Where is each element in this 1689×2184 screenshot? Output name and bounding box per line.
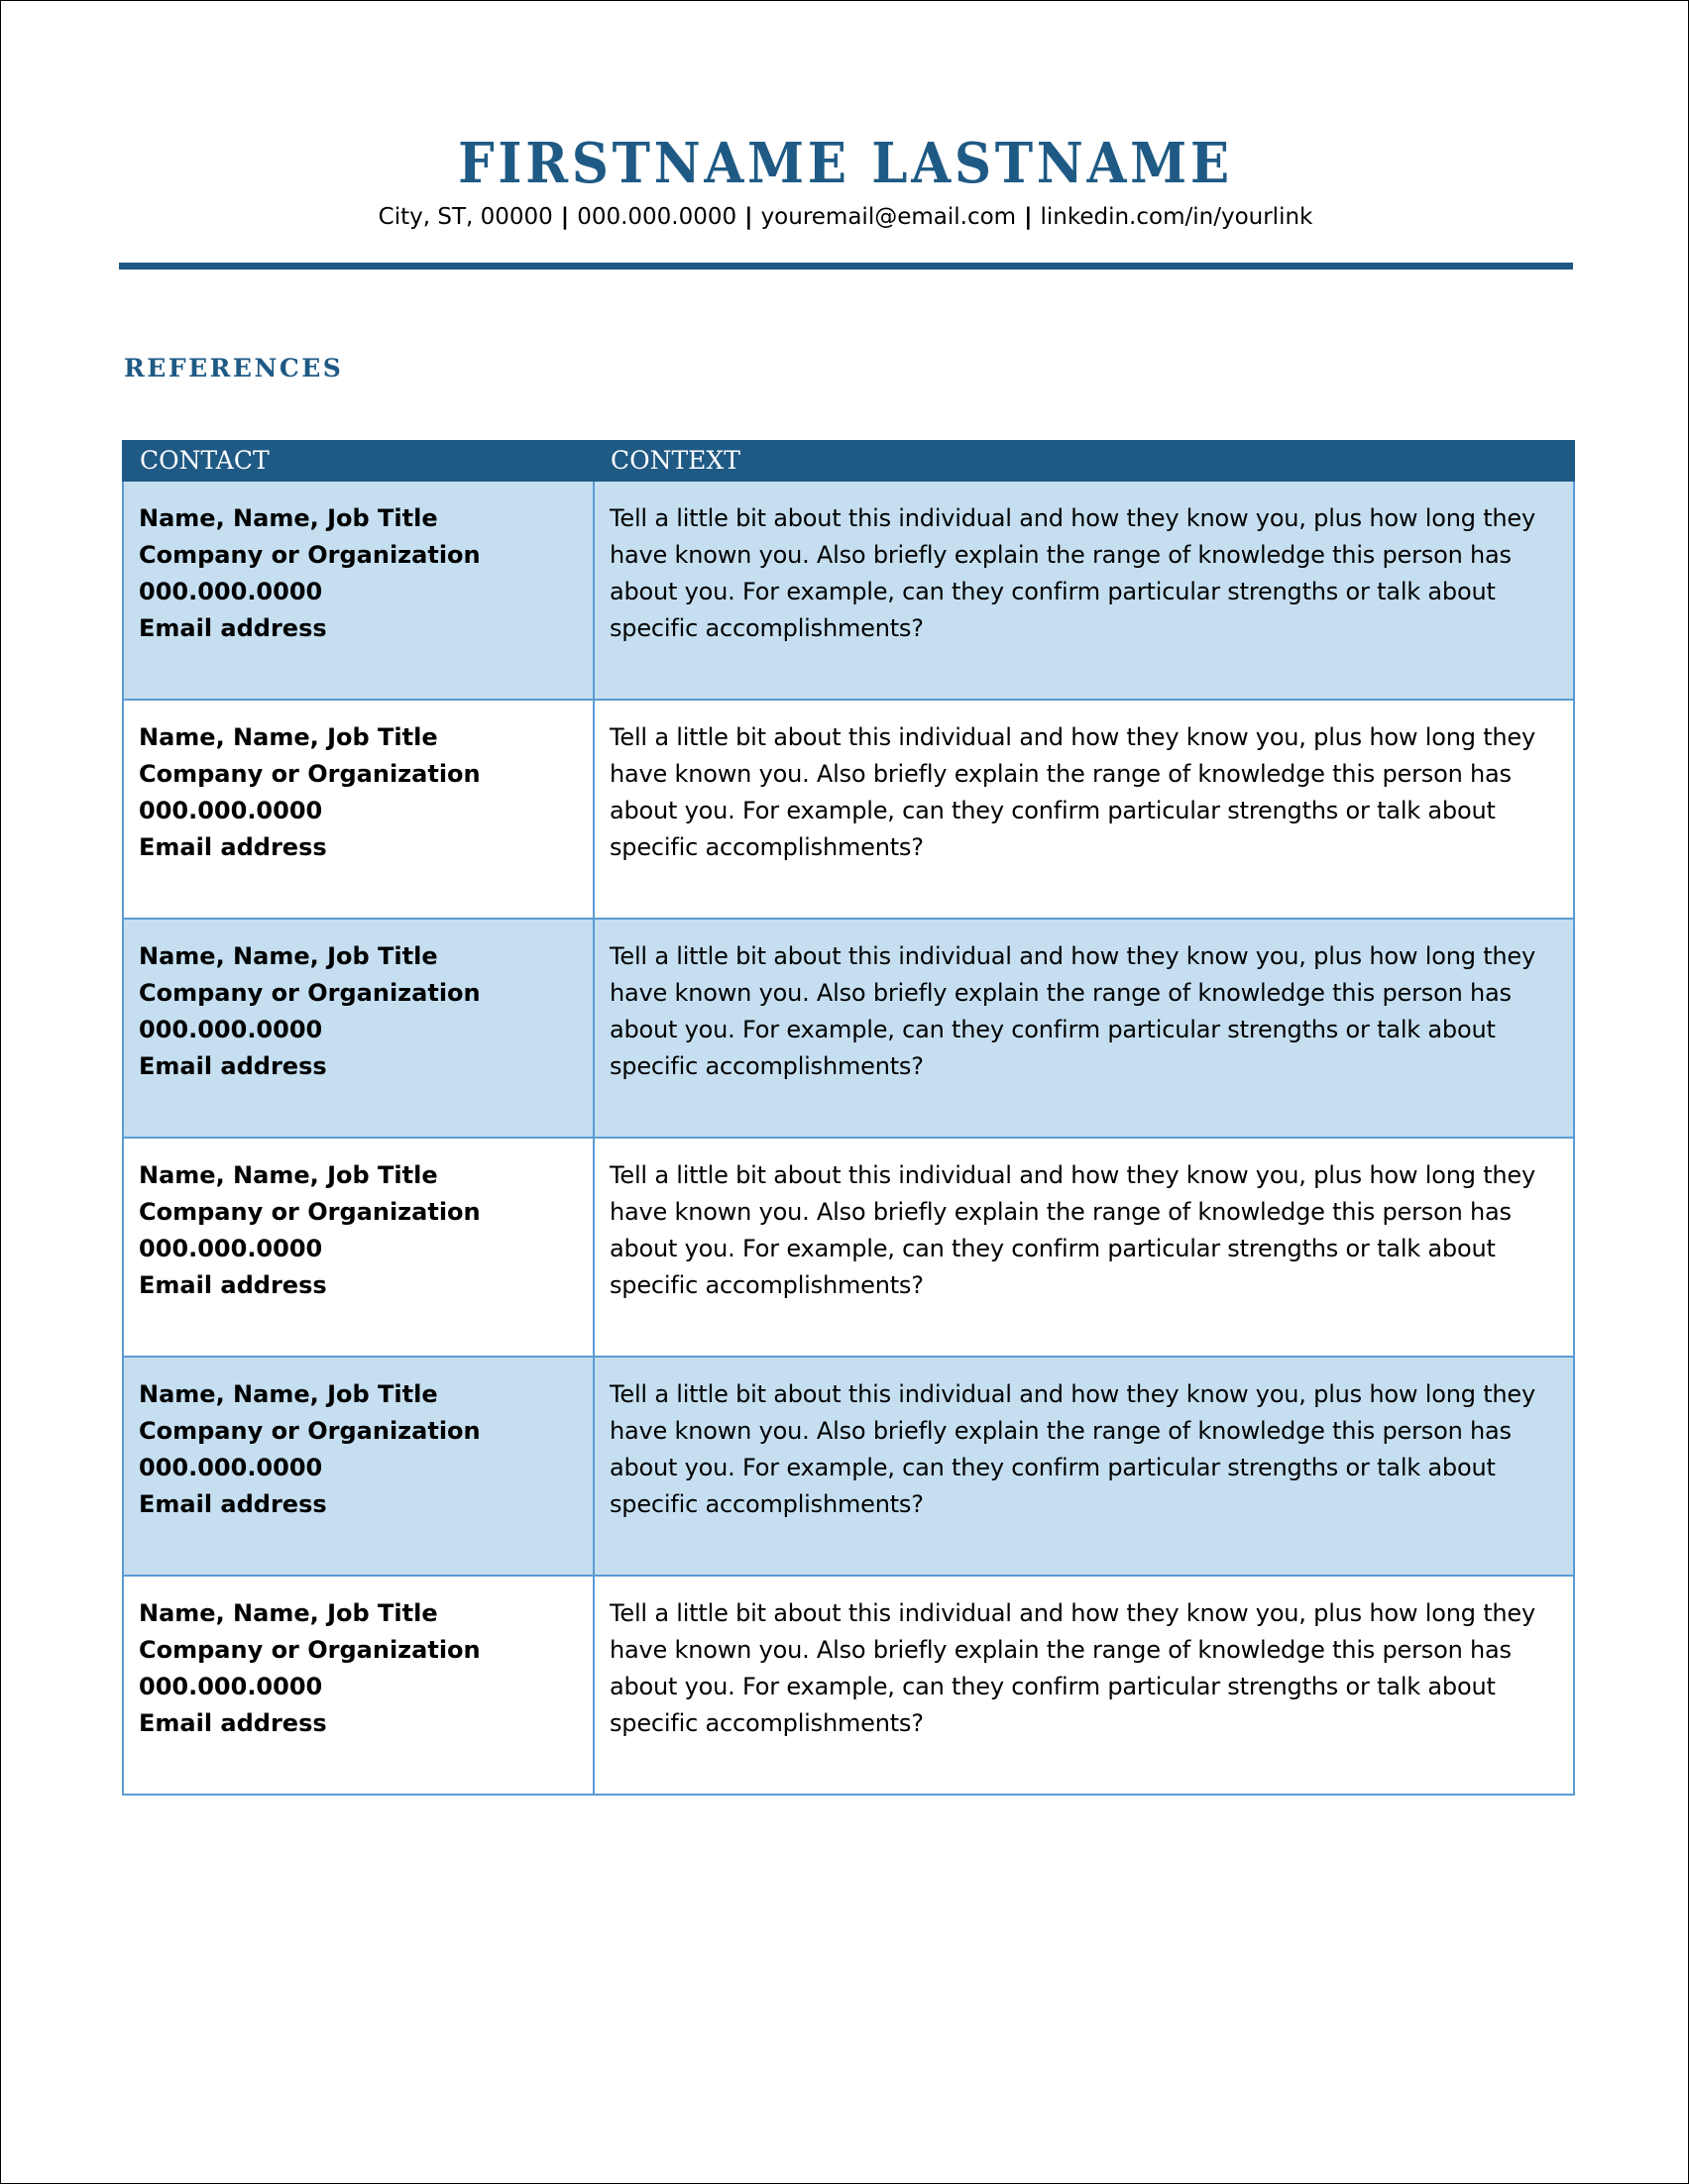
column-header-context: CONTEXT (594, 441, 1574, 481)
reference-email: Email address (139, 1709, 327, 1737)
context-cell: Tell a little bit about this individual and how they know you, plus how long they have known you. Also briefly explain the range of knowledge this person has about you. For example, can they confirm particular strengths or talk about specific accomplishments? (594, 1357, 1574, 1576)
contact-cell (123, 700, 594, 919)
contact-cell (123, 1138, 594, 1357)
context-cell: Tell a little bit about this individual and how they know you, plus how long they have known you. Also briefly explain the range of knowledge this person has about you. For example, can they confirm particular strengths or talk about specific accomplishments? (594, 919, 1574, 1138)
reference-phone: 000.000.0000 (139, 578, 323, 605)
reference-company: Company or Organization (139, 979, 481, 1007)
reference-name-title: Name, Name, Job Title (139, 1599, 438, 1627)
reference-email: Email address (139, 614, 327, 642)
reference-company: Company or Organization (139, 541, 481, 569)
header-divider (119, 263, 1573, 270)
reference-email: Email address (139, 1271, 327, 1299)
references-table (122, 440, 1575, 1796)
candidate-name: FIRSTNAME LASTNAME (458, 131, 1233, 196)
table-row (123, 700, 1574, 919)
reference-email: Email address (139, 833, 327, 861)
reference-company: Company or Organization (139, 760, 481, 788)
linkedin-text: linkedin.com/in/yourlink (1040, 204, 1313, 230)
contact-cell (123, 1357, 594, 1576)
reference-company: Company or Organization (139, 1636, 481, 1664)
table-row (123, 1357, 1574, 1576)
contact-cell (123, 919, 594, 1138)
reference-name-title: Name, Name, Job Title (139, 942, 438, 970)
reference-company: Company or Organization (139, 1417, 481, 1445)
context-cell: Tell a little bit about this individual and how they know you, plus how long they have known you. Also briefly explain the range of knowledge this person has about you. For example, can they confirm particular strengths or talk about specific accomplishments? (594, 481, 1574, 700)
reference-name-title: Name, Name, Job Title (139, 1380, 438, 1408)
reference-name-title: Name, Name, Job Title (139, 723, 438, 751)
reference-phone: 000.000.0000 (139, 1016, 323, 1043)
reference-phone: 000.000.0000 (139, 1235, 323, 1262)
reference-name-title: Name, Name, Job Title (139, 1161, 438, 1189)
table-row (123, 481, 1574, 700)
email-text: youremail@email.com (760, 204, 1017, 230)
phone-text: 000.000.0000 (577, 204, 737, 230)
reference-phone: 000.000.0000 (139, 1673, 323, 1700)
contact-cell (123, 481, 594, 700)
column-header-contact: CONTACT (123, 441, 594, 481)
separator: | (1024, 204, 1033, 230)
context-cell: Tell a little bit about this individual and how they know you, plus how long they have known you. Also briefly explain the range of knowledge this person has about you. For example, can they confirm particular strengths or talk about specific accomplishments? (594, 700, 1574, 919)
separator: | (560, 204, 570, 230)
location-text: City, ST, 00000 (378, 204, 553, 230)
table-row (123, 1576, 1574, 1795)
separator: | (744, 204, 753, 230)
reference-name-title: Name, Name, Job Title (139, 504, 438, 532)
reference-email: Email address (139, 1490, 327, 1518)
table-header-row (123, 441, 1574, 481)
reference-phone: 000.000.0000 (139, 1454, 323, 1481)
references-table-body (123, 481, 1574, 1795)
contact-info-line (1, 201, 1689, 233)
section-title-references: REFERENCES (124, 354, 344, 382)
context-cell: Tell a little bit about this individual and how they know you, plus how long they have known you. Also briefly explain the range of knowledge this person has about you. For example, can they confirm particular strengths or talk about specific accomplishments? (594, 1576, 1574, 1795)
reference-company: Company or Organization (139, 1198, 481, 1226)
context-cell: Tell a little bit about this individual and how they know you, plus how long they have known you. Also briefly explain the range of knowledge this person has about you. For example, can they confirm particular strengths or talk about specific accomplishments? (594, 1138, 1574, 1357)
reference-phone: 000.000.0000 (139, 797, 323, 824)
reference-email: Email address (139, 1052, 327, 1080)
table-row (123, 1138, 1574, 1357)
contact-cell (123, 1576, 594, 1795)
table-row (123, 919, 1574, 1138)
